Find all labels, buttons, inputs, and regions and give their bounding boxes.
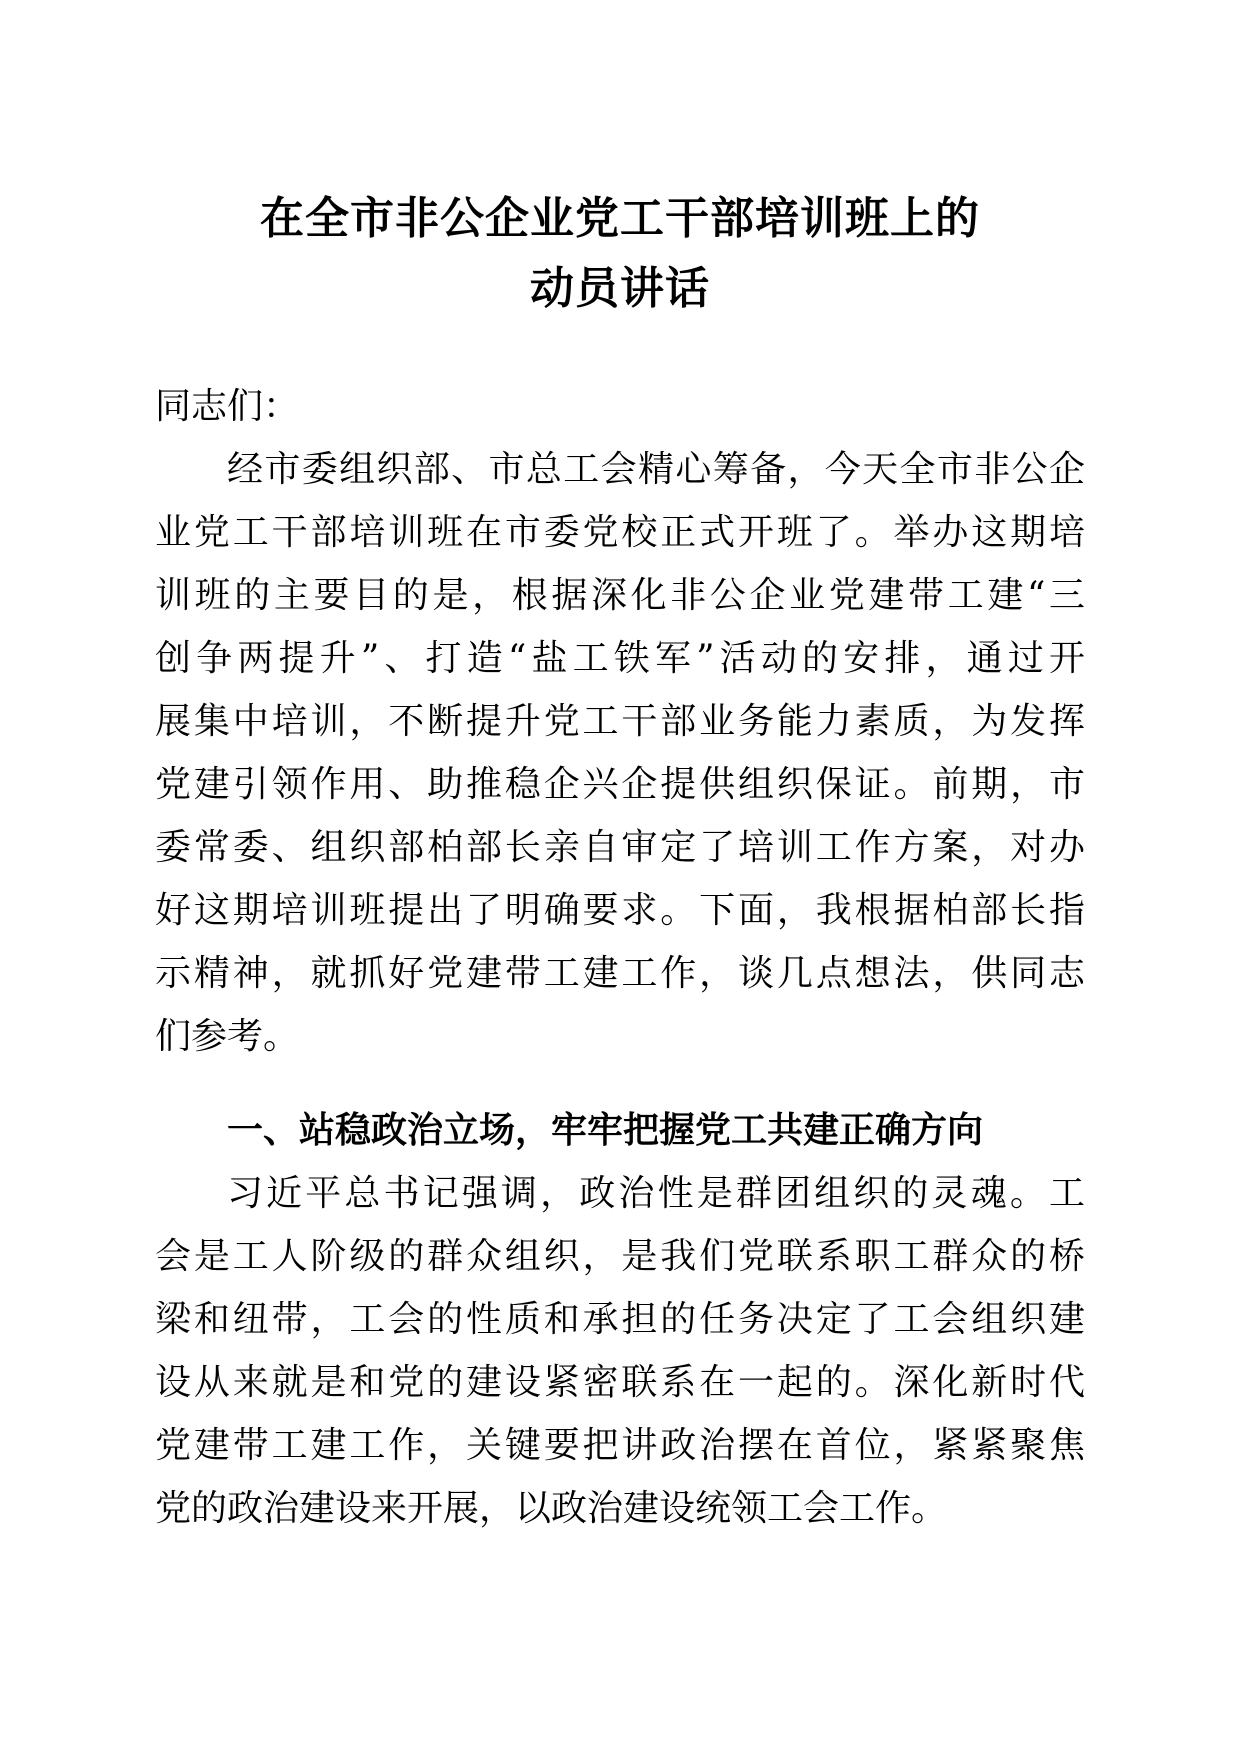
section-heading-1: 一、站稳政治立场，牢牢把握党工共建正确方向 [227, 1110, 984, 1151]
paragraph-line: 梁和纽带，工会的性质和承担的任务决定了工会组织建 [155, 1299, 1085, 1340]
paragraph-line: 示精神，就抓好党建带工建工作，谈几点想法，供同志 [155, 953, 1085, 994]
paragraph-line: 训班的主要目的是，根据深化非公企业党建带工建“三 [155, 575, 1085, 616]
paragraph-line: 业党工干部培训班在市委党校正式开班了。举办这期培 [155, 512, 1085, 553]
paragraph-line: 委常委、组织部柏部长亲自审定了培训工作方案，对办 [155, 827, 1085, 868]
paragraph-2 [155, 1162, 1085, 1540]
paragraph-line: 经市委组织部、市总工会精心筹备，今天全市非公企 [227, 449, 1085, 490]
document-title-line-1: 在全市非公企业党工干部培训班上的 [260, 193, 980, 244]
paragraph-line: 好这期培训班提出了明确要求。下面，我根据柏部长指 [155, 890, 1085, 931]
paragraph-line: 党建引领作用、助推稳企兴企提供组织保证。前期，市 [155, 764, 1085, 805]
paragraph-line: 展集中培训，不断提升党工干部业务能力素质，为发挥 [155, 701, 1085, 742]
paragraph-1 [155, 438, 1085, 1068]
paragraph-line: 们参考。 [155, 1016, 300, 1057]
salutation: 同志们： [155, 386, 300, 427]
paragraph-line: 党的政治建设来开展，以政治建设统领工会工作。 [155, 1488, 948, 1529]
paragraph-line: 创争两提升”、打造“盐工铁军”活动的安排，通过开 [155, 638, 1085, 679]
paragraph-line: 会是工人阶级的群众组织，是我们党联系职工群众的桥 [155, 1236, 1085, 1277]
paragraph-line: 习近平总书记强调，政治性是群团组织的灵魂。工 [227, 1173, 1085, 1214]
paragraph-line: 设从来就是和党的建设紧密联系在一起的。深化新时代 [155, 1362, 1085, 1403]
document-title-line-2: 动员讲话 [530, 263, 710, 314]
paragraph-line: 党建带工建工作，关键要把讲政治摆在首位，紧紧聚焦 [155, 1425, 1085, 1466]
